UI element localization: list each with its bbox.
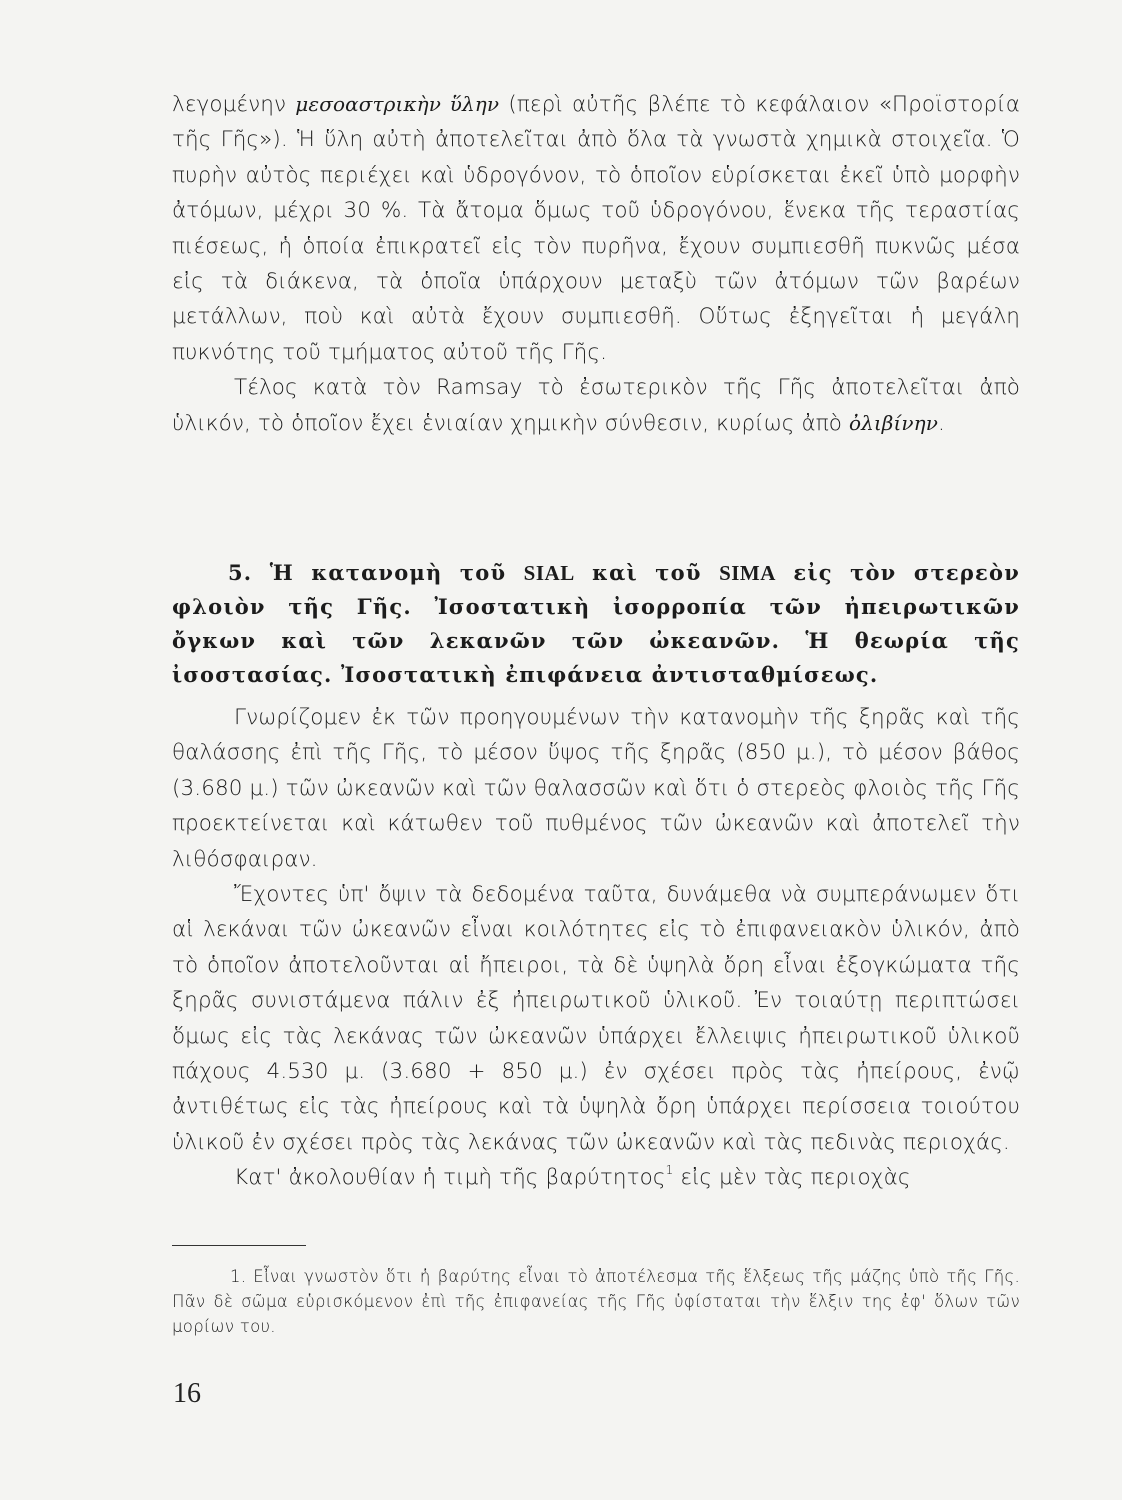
- section-number: 5.: [228, 560, 253, 585]
- text-run: .: [938, 410, 945, 436]
- body-text-top: [172, 87, 1020, 441]
- paragraph-5: [172, 1160, 1020, 1195]
- italic-term: μεσοαστρικὴν ὕλην: [295, 92, 500, 116]
- paragraph-4: Ἔχοντες ὑπ' ὄψιν τὰ δεδομένα ταῦτα, δυνάμεθα νὰ συμπεράνωμεν ὅτι αἱ λεκάναι τῶν ὠκεανῶν εἶναι κοιλότητες εἰς τὸ ἐπιφανειακὸν ὑλικόν, ἀπὸ τὸ ὁποῖον ἀποτελοῦνται αἱ ἤπειροι, τὰ δὲ ὑψηλὰ ὄρη εἶναι ἐξογκώματα τῆς ξηρᾶς συνιστάμενα πάλιν ἐξ ἠπειρωτικοῦ ὑλικοῦ. Ἐν τοιαύτῃ περιπτώσει ὅμως εἰς τὰς λεκάνας τῶν ὠκεανῶν ὑπάρχει ἔλλειψις ἠπειρωτικοῦ ὑλικοῦ πάχους 4.530 μ. (3.680 + 850 μ.) ἐν σχέσει πρὸς τὰς ἠπείρους, ἐνῷ ἀντιθέτως εἰς τὰς ἠπείρους καὶ τὰ ὑψηλὰ ὄρη ὑπάρχει περίσσεια τοιούτου ὑλικοῦ ἐν σχέσει πρὸς τὰς λεκάνας τῶν ὠκεανῶν καὶ τὰς πεδινὰς περιοχάς.: [172, 882, 1020, 1155]
- paragraph-1: [172, 87, 1020, 370]
- footnote-divider: [172, 1245, 306, 1246]
- text-run: Κατ' ἀκολουθίαν ἡ τιμὴ τῆς βαρύτητος: [234, 1165, 666, 1191]
- section-heading-block: [172, 556, 1020, 692]
- section-title-part: Ἡ κατανομὴ τοῦ: [269, 560, 524, 585]
- section-title-part: εἰς τὸν στερεὸν φλοιὸν τῆς Γῆς. Ἰσοστατικὴ ἰσορροπία τῶν ἠπειρωτικῶν ὄγκων καὶ τῶν λεκανῶν τῶν ὠκεανῶν. Ἡ θεωρία τῆς ἰσοστασίας. Ἰσοστατικὴ ἐπιφάνεια ἀντισταθμίσεως.: [172, 560, 1020, 687]
- text-run: (περὶ αὐτῆς βλέπε τὸ κεφάλαιον «Προϊστορία τῆς Γῆς»). Ἡ ὕλη αὐτὴ ἀποτελεῖται ἀπὸ ὅλα τὰ γνωστὰ χημικὰ στοιχεῖα. Ὁ πυρὴν αὐτὸς περιέχει καὶ ὑδρογόνον, τὸ ὁποῖον εὑρίσκεται ἐκεῖ ὑπὸ μορφὴν ἀτόμων, μέχρι 30 %. Τὰ ἄτομα ὅμως τοῦ ὑδρογόνου, ἕνεκα τῆς τεραστίας πιέσεως, ἡ ὁποία ἐπικρατεῖ εἰς τὸν πυρῆνα, ἔχουν συμπιεσθῆ πυκνῶς μέσα εἰς τὰ διάκενα, τὰ ὁποῖα ὑπάρχουν μεταξὺ τῶν ἀτόμων τῶν βαρέων μετάλλων, ποὺ καὶ αὐτὰ ἔχουν συμπιεσθῆ. Οὕτως ἐξηγεῖται ἡ μεγάλη πυκνότης τοῦ τμήματος αὐτοῦ τῆς Γῆς.: [172, 92, 1020, 365]
- section-heading: [172, 556, 1020, 692]
- section-title-part: καὶ τοῦ: [574, 560, 720, 585]
- paragraph-3: Γνωρίζομεν ἐκ τῶν προηγουμένων τὴν κατανομὴν τῆς ξηρᾶς καὶ τῆς θαλάσσης ἐπὶ τῆς Γῆς, τὸ μέσον ὕψος τῆς ξηρᾶς (850 μ.), τὸ μέσον βάθος (3.680 μ.) τῶν ὠκεανῶν καὶ τῶν θαλασσῶν καὶ ὅτι ὁ στερεὸς φλοιὸς τῆς Γῆς προεκτείνεται καὶ κάτωθεν τοῦ πυθμένος τῶν ὠκεανῶν καὶ ἀποτελεῖ τὴν λιθόσφαιραν.: [172, 705, 1020, 872]
- paragraph-2: [172, 370, 1020, 441]
- sima-term: SIMA: [719, 561, 776, 585]
- text-run: λεγομένην: [172, 92, 296, 117]
- text-run: εἰς μὲν τὰς περιοχὰς: [673, 1165, 911, 1191]
- text-run: Τέλος κατὰ τὸν Ramsay τὸ ἐσωτερικὸν τῆς Γῆς ἀποτελεῖται ἀπὸ ὑλικόν, τὸ ὁποῖον ἔχει ἑνιαίαν χημικὴν σύνθεσιν, κυρίως ἀπὸ: [172, 375, 1020, 436]
- page-number: 16: [173, 1378, 201, 1409]
- body-text-bottom: [172, 700, 1020, 1196]
- sial-term: SIAL: [523, 561, 575, 585]
- italic-term: ὀλιβίνην: [848, 410, 939, 435]
- footnote-marker: 1: [665, 1163, 674, 1178]
- footnote: 1. Εἶναι γνωστὸν ὅτι ἡ βαρύτης εἶναι τὸ ἀποτέλεσμα τῆς ἕλξεως τῆς μάζης ὑπὸ τῆς Γῆς. Πᾶν δὲ σῶμα εὑρισκόμενον ἐπὶ τῆς ἐπιφανείας τῆς Γῆς ὑφίσταται τὴν ἕλξιν της ἐφ' ὅλων τῶν μορίων του.: [172, 1267, 1020, 1336]
